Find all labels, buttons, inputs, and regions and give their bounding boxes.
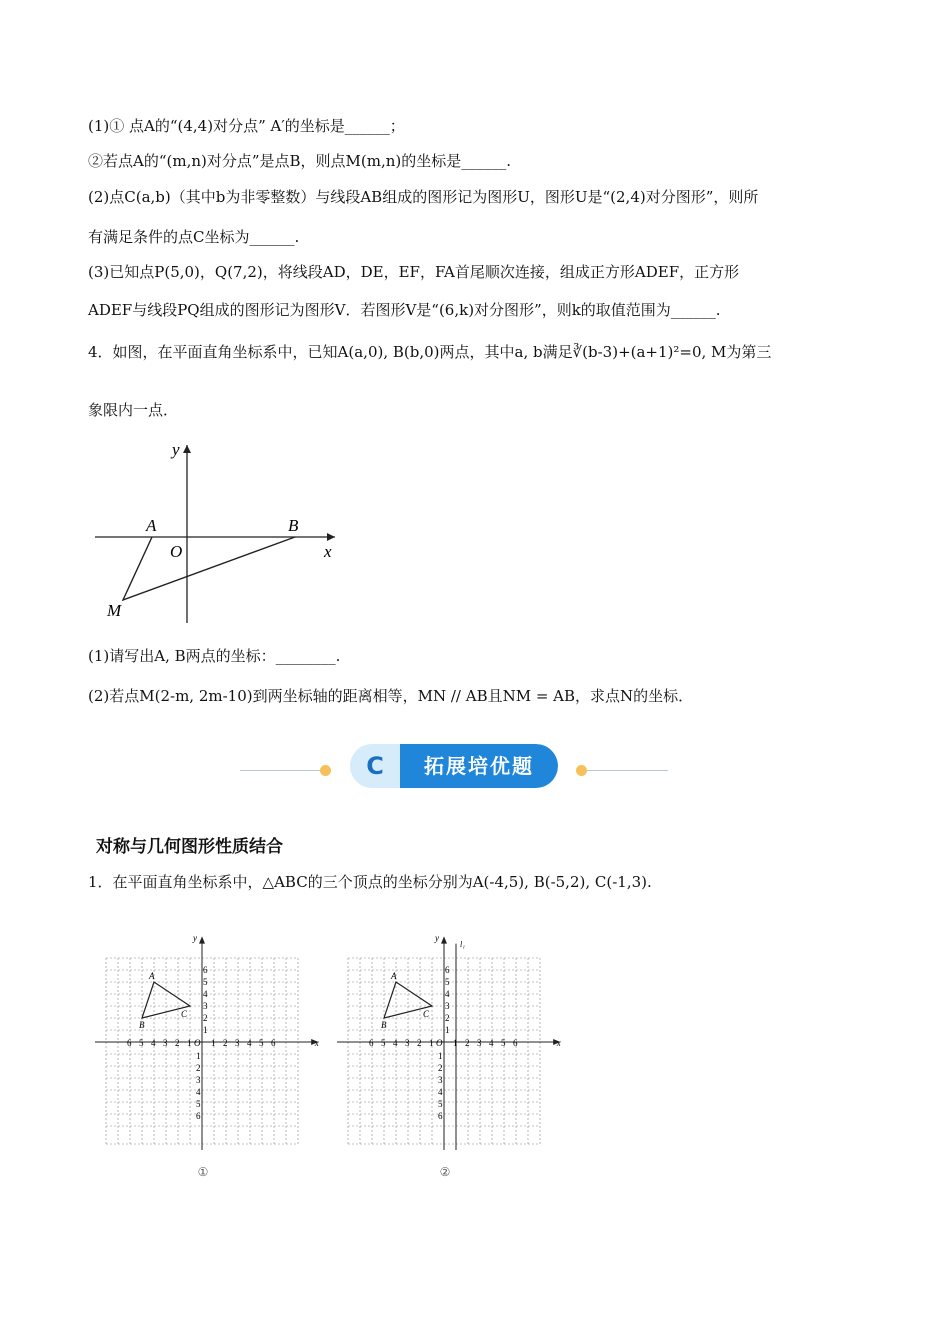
section-title: 对称与几何图形性质结合 (96, 837, 283, 857)
y-tick-label: 3 (438, 1075, 443, 1085)
y-tick-label: 3 (196, 1075, 201, 1085)
grid-figure-1 (95, 925, 335, 1185)
x-tick-label: 3 (477, 1038, 482, 1048)
q3-part1-a: (1)① 点A的“(4,4)对分点” A′的坐标是______； (88, 117, 405, 135)
y-tick-label: 5 (196, 1099, 201, 1109)
x-tick-label: 4 (393, 1038, 398, 1048)
y-tick-label: 1 (445, 1025, 450, 1035)
q4-origin-label: O (170, 542, 183, 561)
x-tick-label: 1 (429, 1038, 434, 1048)
q1-stem: 1．在平面直角坐标系中，△ABC的三个顶点的坐标分别为A(-4,5), B(-5,2), C(-1,3). (88, 873, 652, 891)
vertex-c-label: C (181, 1009, 188, 1019)
x-tick-label: 1 (453, 1038, 458, 1048)
x-tick-label: 2 (417, 1038, 422, 1048)
y-tick-label: 5 (438, 1099, 443, 1109)
x-axis-label: x (314, 1038, 319, 1048)
x-tick-label: 5 (259, 1038, 264, 1048)
x-tick-label: 6 (271, 1038, 276, 1048)
y-tick-label: 4 (445, 989, 450, 999)
y-axis-arrow (441, 936, 447, 943)
banner-letter: C (366, 752, 384, 780)
x-tick-label: 1 (211, 1038, 216, 1048)
q4-stem-line1: 4．如图，在平面直角坐标系中，已知A(a,0), B(b,0)两点，其中a, b满足∛(b-3)+(a+1)²=0, M为第三 (88, 343, 772, 361)
x-tick-label: 2 (465, 1038, 470, 1048)
x-tick-label: 4 (151, 1038, 156, 1048)
x-tick-label: 3 (235, 1038, 240, 1048)
q4-x-label: x (324, 542, 332, 561)
x-tick-label: 4 (247, 1038, 252, 1048)
q3-part2-b: 有满足条件的点C坐标为______. (88, 228, 300, 246)
origin-label: O (194, 1038, 201, 1048)
x-tick-label: 6 (127, 1038, 132, 1048)
q4-sub2: (2)若点M(2-m, 2m-10)到两坐标轴的距离相等，MN // AB且NM = AB，求点N的坐标． (88, 687, 694, 705)
y-axis-label: y (435, 933, 439, 944)
x-tick-label: 3 (405, 1038, 410, 1048)
vertex-b-label: B (139, 1020, 145, 1030)
line-l1-label: l₁ (460, 940, 466, 950)
x-tick-label: 4 (489, 1038, 494, 1048)
x-tick-label: 5 (139, 1038, 144, 1048)
vertex-a-label: A (149, 971, 155, 981)
q4-point-m-label: M (107, 601, 122, 620)
origin-label: O (436, 1038, 443, 1048)
y-tick-label: 2 (196, 1063, 201, 1073)
q4-point-a-label: A (146, 516, 157, 535)
x-tick-label: 2 (175, 1038, 180, 1048)
y-tick-label: 4 (203, 989, 208, 999)
y-axis-arrow (199, 936, 205, 943)
x-tick-label: 6 (513, 1038, 518, 1048)
y-tick-label: 6 (203, 965, 208, 975)
banner-pill (350, 744, 558, 788)
y-tick-label: 4 (438, 1087, 443, 1097)
y-axis-label: y (193, 933, 197, 944)
banner-divider-right (586, 770, 668, 771)
y-tick-label: 3 (203, 1001, 208, 1011)
y-tick-label: 6 (445, 965, 450, 975)
grid-figure-2 (337, 925, 577, 1185)
y-tick-label: 4 (196, 1087, 201, 1097)
x-tick-label: 6 (369, 1038, 374, 1048)
grid-caption: ① (197, 1165, 209, 1179)
y-tick-label: 5 (445, 977, 450, 987)
vertex-a-label: A (391, 971, 397, 981)
x-axis-label: x (556, 1038, 561, 1048)
x-tick-label: 3 (163, 1038, 168, 1048)
q3-part3-b: ADEF与线段PQ组成的图形记为图形V．若图形V是“(6,k)对分图形”，则k的取值范围为______. (88, 301, 721, 319)
q4-stem-line2: 象限内一点． (88, 401, 179, 419)
y-tick-label: 3 (445, 1001, 450, 1011)
y-tick-label: 1 (438, 1051, 443, 1061)
x-tick-label: 2 (223, 1038, 228, 1048)
q3-part3-a: (3)已知点P(5,0)，Q(7,2)，将线段AD，DE，EF，FA首尾顺次连接，组成正方形ADEF，正方形 (88, 263, 740, 281)
q4-point-b-label: B (288, 516, 299, 535)
x-tick-label: 1 (187, 1038, 192, 1048)
y-tick-label: 5 (203, 977, 208, 987)
vertex-b-label: B (381, 1020, 387, 1030)
section-banner (240, 744, 670, 792)
banner-dot-left (320, 765, 331, 776)
q4-y-label: y (172, 440, 180, 459)
y-tick-label: 6 (196, 1111, 201, 1121)
x-tick-label: 5 (501, 1038, 506, 1048)
banner-divider-left (240, 770, 322, 771)
q4-sub1: (1)请写出A, B两点的坐标：________. (88, 647, 341, 665)
y-tick-label: 2 (445, 1013, 450, 1023)
grid-caption: ② (439, 1165, 451, 1179)
y-tick-label: 1 (196, 1051, 201, 1061)
banner-title: 拓展培优题 (400, 744, 558, 788)
q4-figure (90, 435, 350, 625)
y-tick-label: 1 (203, 1025, 208, 1035)
x-tick-label: 5 (381, 1038, 386, 1048)
y-tick-label: 2 (438, 1063, 443, 1073)
y-tick-label: 2 (203, 1013, 208, 1023)
vertex-c-label: C (423, 1009, 430, 1019)
q3-part2-a: (2)点C(a,b)（其中b为非零整数）与线段AB组成的图形记为图形U，图形U是“(2,4)对分图形”，则所 (88, 188, 759, 206)
q3-part1-b: ②若点A的“(m,n)对分点”是点B，则点M(m,n)的坐标是______. (88, 152, 512, 170)
y-tick-label: 6 (438, 1111, 443, 1121)
